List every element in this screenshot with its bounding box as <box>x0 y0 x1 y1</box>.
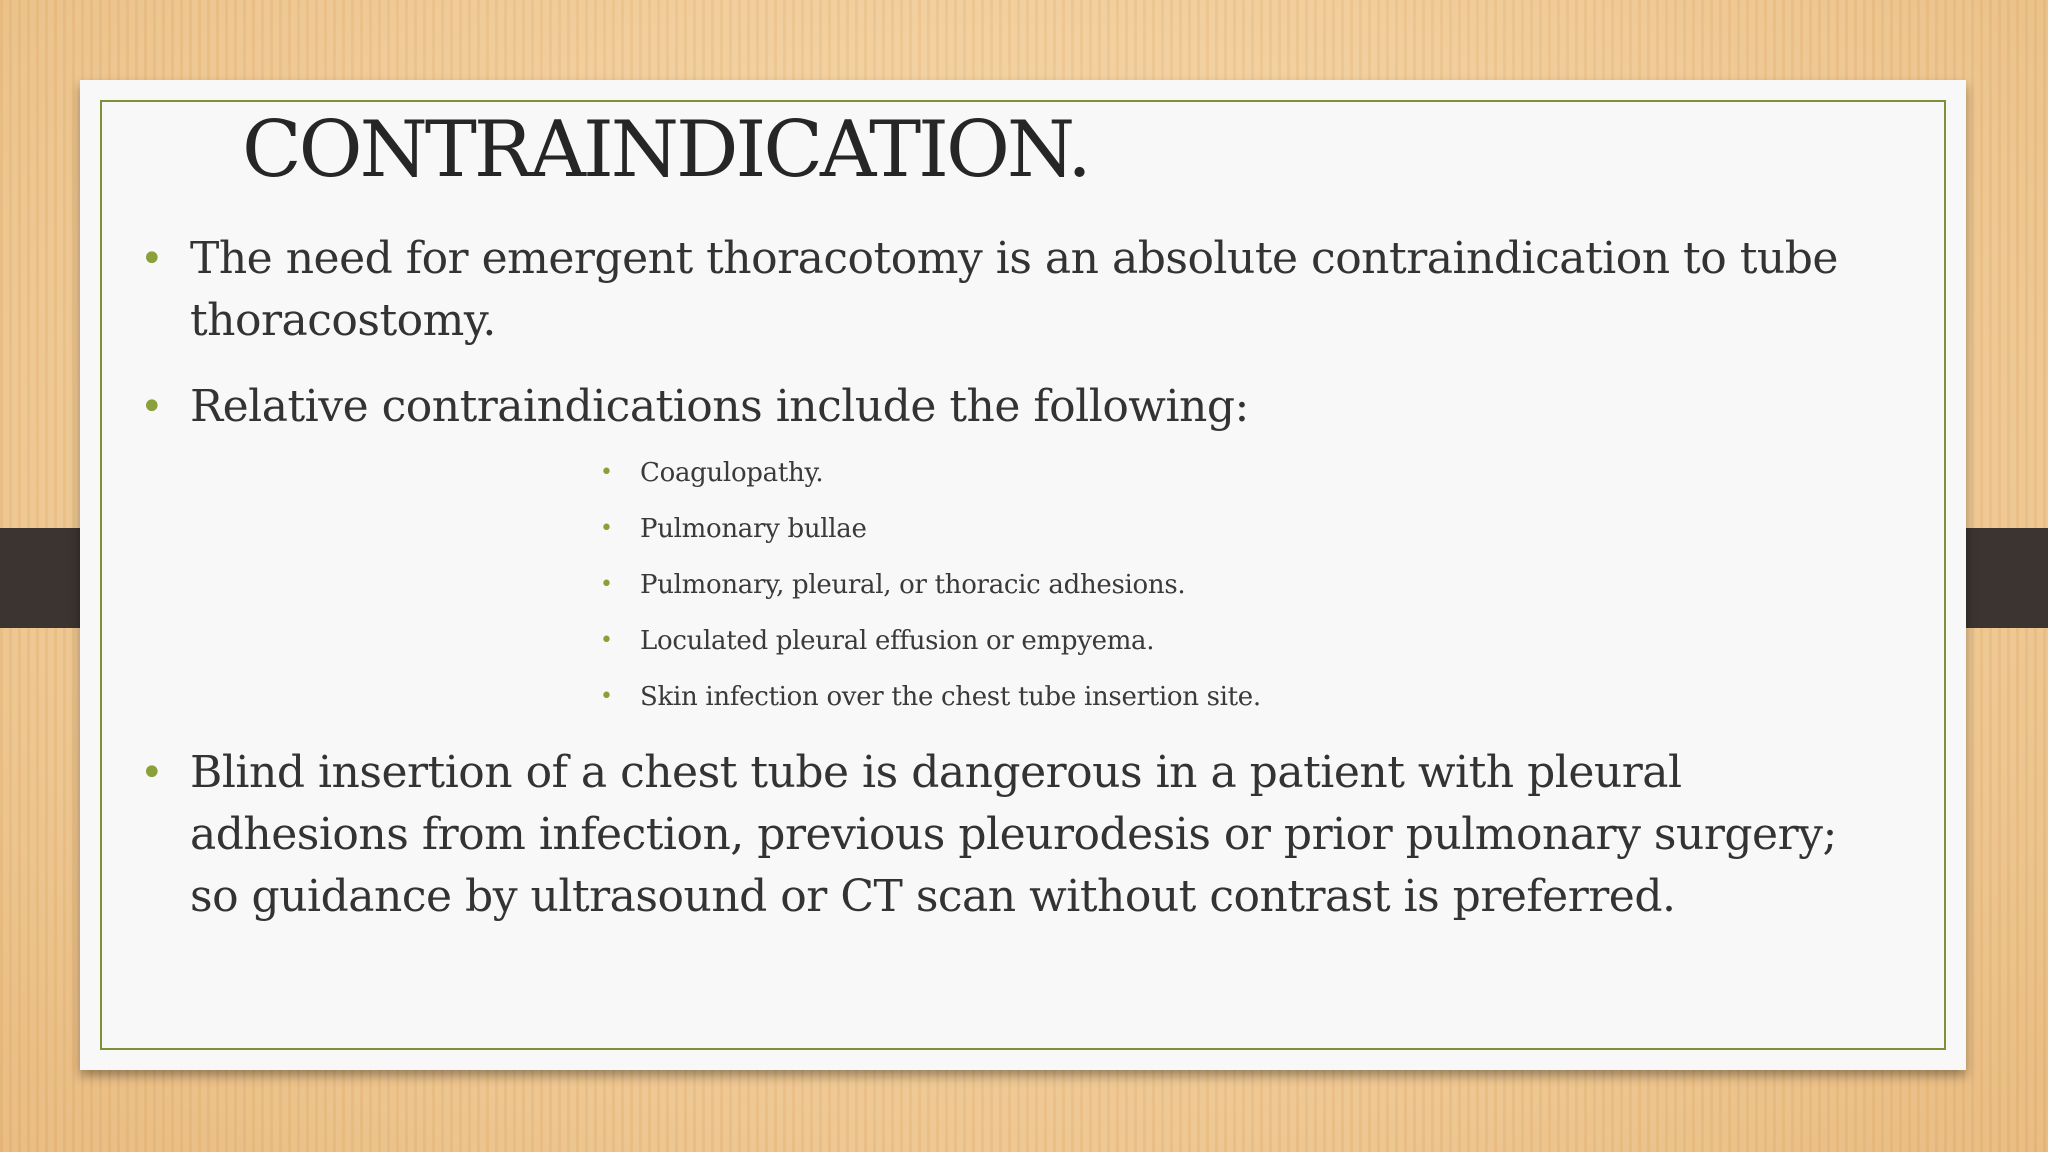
bullet-item-1 <box>140 228 1890 352</box>
sub-bullet-dot-icon: • <box>600 516 613 541</box>
sub-bullet-item <box>600 511 1540 567</box>
sub-bullet-item <box>600 679 1540 735</box>
sub-bullet-text: Coagulopathy. <box>640 458 824 488</box>
bullet-item-3 <box>140 742 1890 928</box>
sub-bullet-dot-icon: • <box>600 572 613 597</box>
sub-bullet-item <box>600 455 1540 511</box>
bullet-item-2 <box>140 376 1890 438</box>
bullet-text: Blind insertion of a chest tube is dangerous in a patient with pleural adhesions from infection, previous pleurodesis or prior pulmonary surgery; so guidance by ultrasound or CT scan without contrast is preferred. <box>190 747 1837 922</box>
slide-title: CONTRAINDICATION. <box>242 105 1089 195</box>
bullet-text: Relative contraindications include the following: <box>190 381 1249 432</box>
bullet-dot-icon: • <box>140 750 164 796</box>
sub-bullet-item <box>600 623 1540 679</box>
sub-bullet-item <box>600 567 1540 623</box>
sub-bullet-text: Pulmonary bullae <box>640 514 867 544</box>
sub-bullet-list <box>600 455 1540 735</box>
bullet-dot-icon: • <box>140 384 164 430</box>
sub-bullet-dot-icon: • <box>600 684 613 709</box>
sub-bullet-text: Skin infection over the chest tube insertion site. <box>640 682 1261 712</box>
sub-bullet-text: Pulmonary, pleural, or thoracic adhesions. <box>640 570 1186 600</box>
bullet-dot-icon: • <box>140 236 164 282</box>
sub-bullet-dot-icon: • <box>600 628 613 653</box>
bullet-text: The need for emergent thoracotomy is an absolute contraindication to tube thoracostomy. <box>190 233 1838 346</box>
sub-bullet-dot-icon: • <box>600 460 613 485</box>
sub-bullet-text: Loculated pleural effusion or empyema. <box>640 626 1155 656</box>
